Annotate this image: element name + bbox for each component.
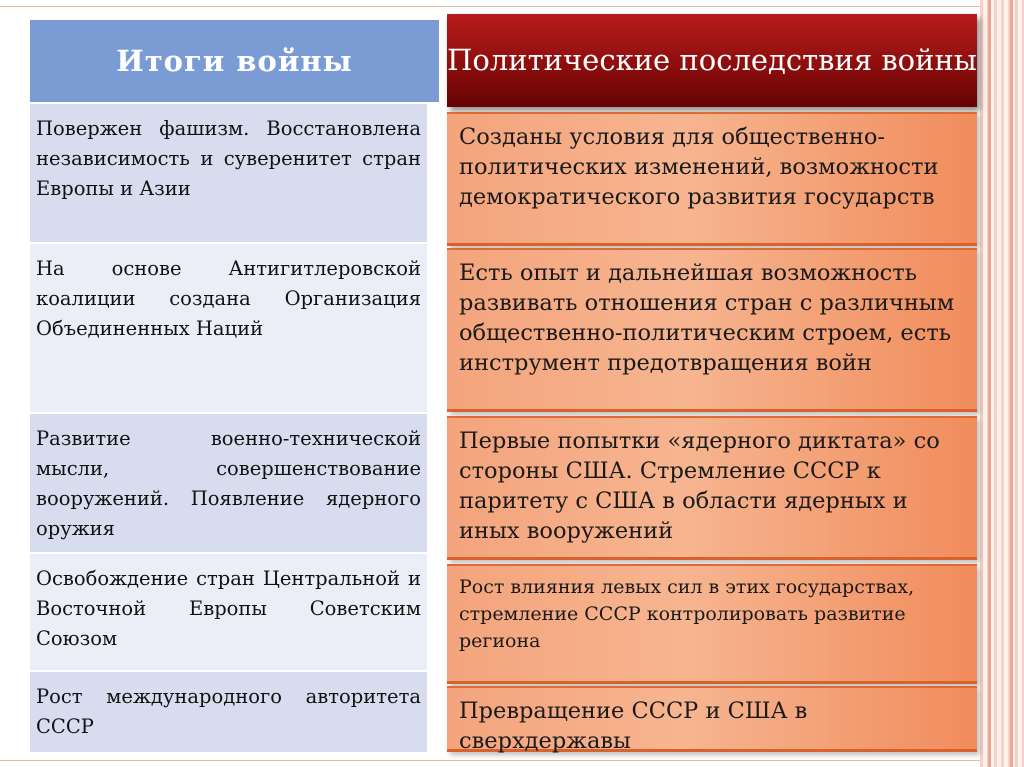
frame-line-top xyxy=(0,6,980,7)
right-box-5: Превращение СССР и США в сверхдержавы xyxy=(447,686,977,752)
left-row-1: Повержен фашизм. Восстановлена независимость и суверенитет стран Европы и Азии xyxy=(30,104,427,242)
right-box-2: Есть опыт и дальнейшая возможность развивать отношения стран с различным общественно-политическим строем, есть инструмент предотвращения войн xyxy=(447,248,977,412)
right-column-header: Политические последствия войны xyxy=(447,14,977,107)
left-row-4: Освобождение стран Центральной и Восточной Европы Советским Союзом xyxy=(30,554,427,670)
decorative-stripes xyxy=(980,0,1024,767)
left-row-5: Рост международного авторитета СССР xyxy=(30,672,427,752)
right-box-3: Первые попытки «ядерного диктата» со стороны США. Стремление СССР к паритету с США в области ядерных и иных вооружений xyxy=(447,416,977,560)
left-row-3: Развитие военно-технической мысли, совершенствование вооружений. Появление ядерного оружия xyxy=(30,414,427,552)
frame-line-bottom xyxy=(0,760,980,761)
left-row-2: На основе Антигитлеровской коалиции создана Организация Объединенных Наций xyxy=(30,244,427,412)
right-box-4: Рост влияния левых сил в этих государствах, стремление СССР контролировать развитие региона xyxy=(447,564,977,684)
left-column-header: Итоги войны xyxy=(30,20,439,102)
right-box-1: Созданы условия для общественно-политических изменений, возможности демократического развития государств xyxy=(447,112,977,246)
